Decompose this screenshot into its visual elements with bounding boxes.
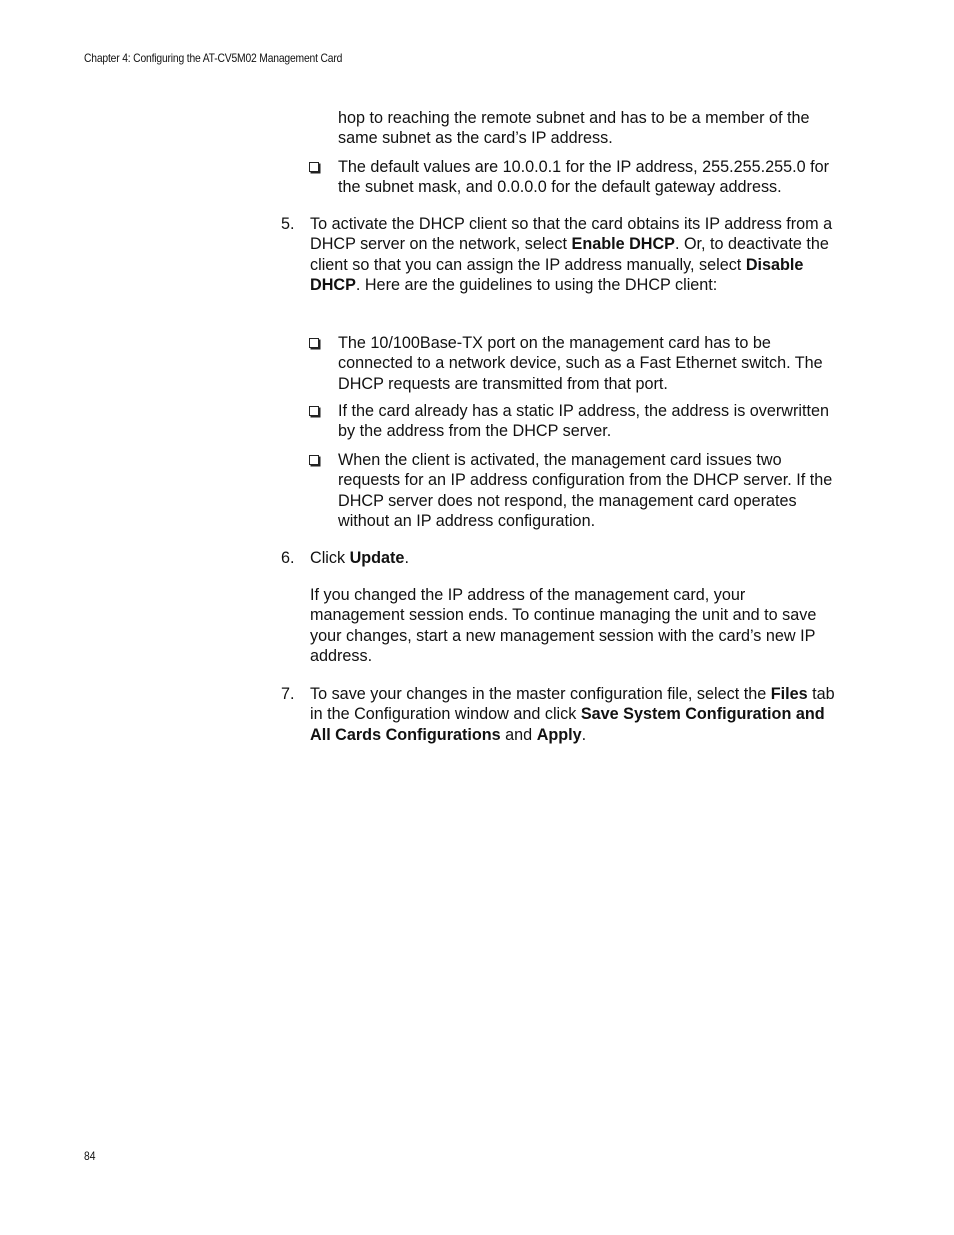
checkbox-bullet-icon	[309, 338, 319, 348]
default-values-bullet: The default values are 10.0.0.1 for the IP address, 255.255.255.0 for the subnet mask, and 0.0.0.0 for the default gateway address.	[338, 158, 830, 197]
dhcp-guideline-item: When the client is activated, the management card issues two requests for an IP address configuration from the DHCP server. If the DHCP server does not respond, the management card operates without an IP address configuration.	[338, 451, 833, 530]
disable-dhcp-option: Disable DHCP	[310, 255, 804, 294]
page-number: 84	[84, 1149, 96, 1163]
enable-dhcp-option: Enable DHCP	[571, 235, 675, 254]
save-system-configuration-label: Save System Configuration and All Cards Configurations	[310, 705, 825, 744]
dhcp-guideline-item: The 10/100Base-TX port on the management card has to be connected to a network device, such as a Fast Ethernet switch. The DHCP requests are transmitted from that port.	[338, 334, 823, 393]
update-button-label: Update	[349, 549, 405, 567]
step-6-number: 6.	[281, 549, 295, 567]
continued-bullet-text: hop to reaching the remote subnet and has to be a member of the same subnet as the card’s IP address.	[338, 109, 810, 148]
checkbox-bullet-icon	[309, 162, 319, 172]
step-6-note: If you changed the IP address of the management card, your management session ends. To continue managing the unit and to save your changes, start a new management session with the card’s new IP address.	[310, 586, 817, 665]
checkbox-bullet-icon	[309, 406, 319, 416]
apply-label: Apply	[536, 725, 582, 744]
step-7-number: 7.	[281, 685, 295, 703]
checkbox-bullet-icon	[309, 455, 319, 465]
step-7-text: To save your changes in the master configuration file, select the Files tab in the Configuration window and click Save System Configuration and All Cards Configurations and Apply.	[310, 685, 835, 744]
step-5-number: 5.	[281, 215, 295, 233]
dhcp-guideline-item: If the card already has a static IP address, the address is overwritten by the address from the DHCP server.	[338, 402, 829, 441]
step-5-text: To activate the DHCP client so that the card obtains its IP address from a DHCP server on the network, select Enable DHCP. Or, to deactivate the client so that you can assign the IP address manually, select Disable DHCP. Here are the guidelines to using the DHCP client:	[310, 215, 833, 294]
running-header: Chapter 4: Configuring the AT-CV5M02 Management Card	[84, 51, 343, 65]
files-tab-label: Files	[770, 685, 808, 703]
step-6-text: Click Update.	[310, 549, 409, 567]
